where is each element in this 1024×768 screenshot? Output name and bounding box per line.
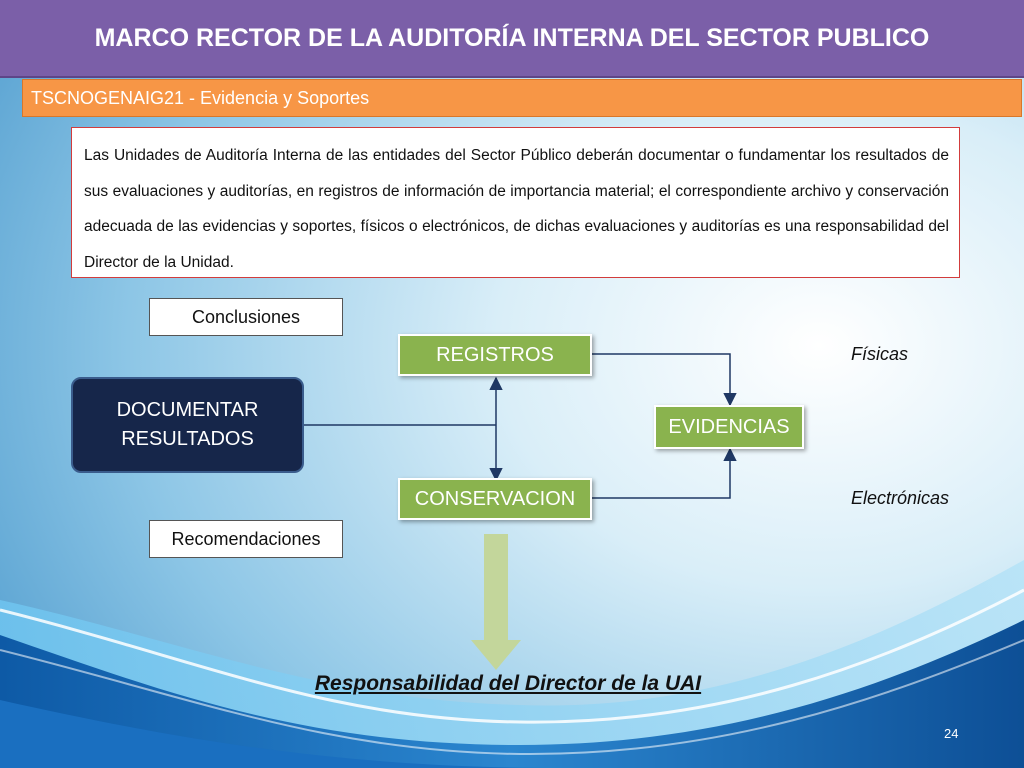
electronicas-label: Electrónicas bbox=[851, 488, 950, 508]
registros-box bbox=[398, 334, 592, 376]
recomendaciones-box bbox=[149, 520, 343, 558]
subheader-label: TSCNOGENAIG21 - Evidencia y Soportes bbox=[31, 87, 370, 108]
evidencias-label: EVIDENCIAS bbox=[668, 415, 790, 438]
recomendaciones-label: Recomendaciones bbox=[171, 528, 321, 549]
title-bar bbox=[0, 0, 1024, 78]
conservacion-box bbox=[398, 478, 592, 520]
intro-paragraph: Las Unidades de Auditoría Interna de las entidades del Sector Público deberán documentar o fundamentar los resultados de sus evaluaciones y auditorías, en registros de información de importancia material; el correspondiente archivo y conservación adecuada de las evidencias y soportes, físicos o electrónicos, de dichas evaluaciones y auditorías es una responsabilidad del Director de la Unidad. bbox=[84, 147, 949, 271]
conservacion-label: CONSERVACION bbox=[414, 487, 576, 510]
subheader-bar bbox=[22, 79, 1022, 117]
conclusiones-box bbox=[149, 298, 343, 336]
evidencias-box bbox=[654, 405, 804, 449]
responsabilidad-text: Responsabilidad del Director de la UAI bbox=[314, 672, 702, 695]
documentar-resultados-box bbox=[71, 377, 304, 473]
page-number: 24 bbox=[944, 726, 959, 741]
conclusiones-label: Conclusiones bbox=[191, 306, 301, 327]
registros-label: REGISTROS bbox=[436, 343, 554, 366]
responsabilidad-caption bbox=[0, 672, 1024, 696]
slide-title: MARCO RECTOR DE LA AUDITORÍA INTERNA DEL SECTOR PUBLICO bbox=[94, 23, 930, 52]
documentar-label: DOCUMENTAR bbox=[116, 399, 259, 421]
fisicas-label: Físicas bbox=[851, 344, 909, 364]
resultados-label: RESULTADOS bbox=[121, 428, 254, 450]
intro-text-box bbox=[71, 127, 960, 278]
